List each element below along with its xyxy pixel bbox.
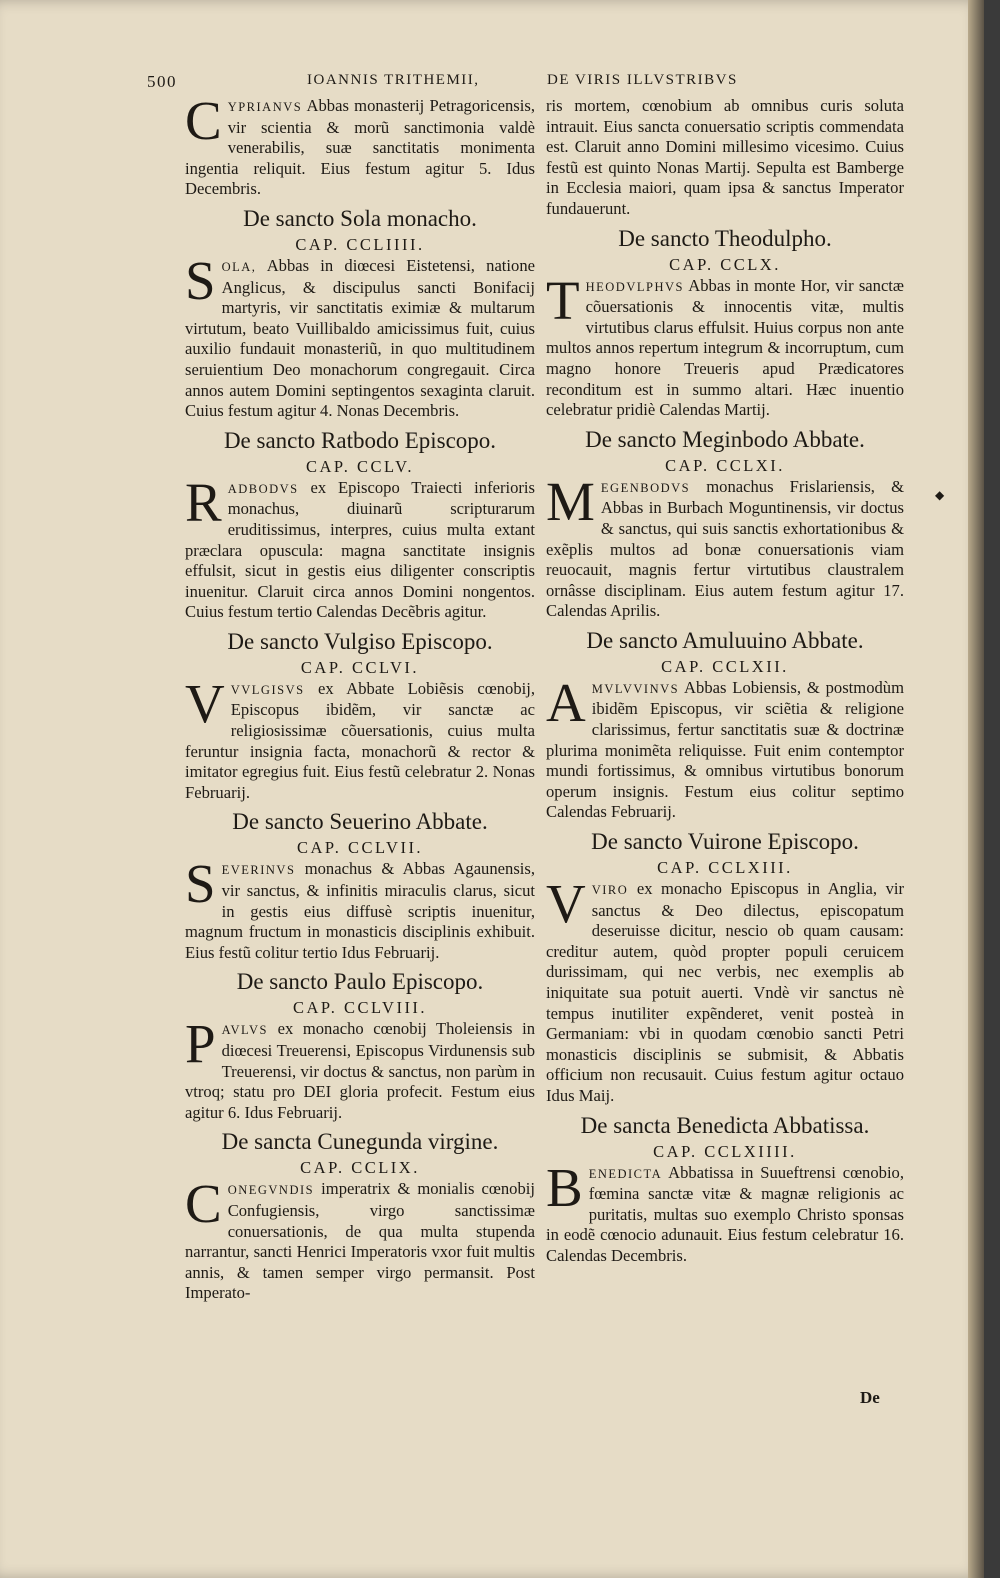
chapter-heading: De sancta Benedicta Abbatissa. (580, 1112, 870, 1138)
running-title-left: IOANNIS TRITHEMII, (307, 72, 480, 88)
chapter-heading: De sancto Sola monacho. (243, 205, 477, 231)
entry-lead: MVLVVINVS (591, 681, 680, 696)
chapter-number: CAP. CCLXII. (661, 656, 789, 676)
entry-lead: ENEDICTA (588, 1166, 663, 1181)
chapter-number: CAP. CCLVII. (296, 838, 424, 858)
drop-initial: C (185, 96, 222, 151)
entry-text: imperatrix & monialis cœnobij Confugiensis, virgo sanctissimæ conuersationis, de qua multa stupenda narrantur, sancti Henrici Imperatoris vxor fuit multis annis, & tamen semper virgo permansit. Post Imperato- (185, 1179, 535, 1303)
entry-text: ex Episcopo Traiecti inferioris monachus, diuinarũ scripturarum eruditissimus, interpres, cuius multa extant præclara opuscula: magna sanctitate insignis effulsit, sicut in gestis eius diligenter conscriptis inuenitur. Claruit circa annos Domini nongentos. Cuius festum tertio Calendas Decẽbris agitur. (185, 477, 535, 622)
entry-lead: HEODVLPHVS (585, 279, 684, 294)
entry-sola (185, 249, 535, 422)
entry-lead: AVLVS (221, 1023, 269, 1038)
entry-lead: EVERINVS (221, 863, 296, 878)
entry-theodulphus (546, 269, 904, 421)
entry-continuation: ris mortem, cœnobium ab omnibus curis soluta intrauit. Eius sancta conuersatio scriptis commendata est. Claruit anno Domini millesimo vicesimo. Cuius festũ est quinto Nonas Martij. Sepulta est Bamberge in Ecclesia maiori, quam ipsa & sanctus Imperator fundauerunt. (546, 96, 904, 218)
chapter-number: CAP. CCLVI. (300, 657, 420, 677)
drop-initial: B (546, 1156, 583, 1218)
entry-megenbodus (546, 470, 904, 622)
running-head (147, 72, 907, 96)
chapter-heading: De sancto Seuerino Abbate. (232, 809, 488, 835)
chapter-number: CAP. CCLVIII. (292, 998, 428, 1018)
entry-text: Abbas in monte Hor, vir sanctæ cõuersationis & innocentis vitæ, multis virtutibus clarus effulsit. Huius corpus non ante multos annos repertum integrum & incorruptum, cum magno honore Treueris apud Prædicatores reconditum est in summo altari. Hæc inuentio celebratur pridiè Calendas Martij. (546, 275, 904, 420)
catchword: De (860, 1388, 880, 1407)
left-column (185, 96, 535, 1426)
page-edge-shadow (968, 0, 984, 1578)
entry-lead: ADBODVS (227, 481, 299, 496)
entry-benedicta (546, 1156, 904, 1267)
entry-text: monachus Frislariensis, & Abbas in Burbach Moguntinensis, vir doctus & sanctus, qui suis sanctis exhortationibus & exẽplis multos ad bonæ conuersationis viam reuocauit, magnis fertur virtutibus claustralem ornâsse disciplinam. Eius autem festum agitur 17. Calendas Aprilis. (546, 476, 904, 621)
entry-text: Abbas in diœcesi Eistetensi, natione Anglicus, & discipulus sancti Bonifacij martyris, vir sanctitatis eximiæ & multarum virtutum, beato Vuillibaldo amicissimus fuit, cuius auxilio fundauit monasteriũ, in quo multitudinem seruientium Deo monachorum congregauit. Circa annos autem Domini septingentos sexaginta claruit. Cuius festum agitur 4. Nonas Decembris. (185, 255, 535, 421)
page-number: 500 (147, 72, 177, 91)
chapter-heading: De sancto Theodulpho. (618, 225, 832, 251)
chapter-heading: De sancto Paulo Episcopo. (236, 969, 484, 995)
drop-initial: V (185, 672, 225, 734)
chapter-number: CAP. CCLIX. (300, 1158, 420, 1178)
entry-text: Abbas monasterij Petragoricensis, vir scientia & morũ sanctimonia valdè venerabilis, suæ sanctitatis monimenta ingentia reliquit. Eius festum agitur 5. Idus Decembris. (185, 96, 535, 199)
entry-text: ex monacho cœnobij Tholeiensis in diœcesi Treuerensi, Episcopus Virdunensis sub Treuerensi, vir doctus & sanctus, non parùm in vtroq; statu pro DEI gloria profecit. Festum eius agitur 6. Idus Februarij. (185, 1019, 535, 1122)
chapter-number: CAP. CCLXI. (665, 455, 785, 475)
chapter-number: CAP. CCLIIII. (295, 234, 425, 254)
chapter-heading: De sancto Vulgiso Episcopo. (227, 628, 493, 654)
entry-lead: VIRO (591, 883, 629, 898)
drop-initial: A (546, 671, 586, 733)
chapter-number: CAP. CCLXIIII. (653, 1141, 797, 1161)
entry-cyprianus (185, 96, 535, 200)
chapter-number: CAP. CCLXIII. (657, 858, 793, 878)
chapter-heading: De sancto Amuluuino Abbate. (586, 627, 864, 653)
margin-mark: ◆ (935, 488, 945, 502)
entry-text: ex Abbate Lobiẽsis cœnobij, Episcopus ibidẽm, vir sanctæ ac religiosissimæ cõuersationis, cuius multa feruntur insignia facta, monachorũ & rector & imitator egregius fuit. Eius festũ celebratur 2. Nonas Februarij. (185, 678, 535, 802)
entry-seuerinus (185, 853, 535, 963)
chapter-number: CAP. CCLV. (305, 456, 414, 476)
entry-lead: VVLGISVS (230, 682, 305, 697)
drop-initial: P (185, 1013, 216, 1075)
drop-initial: S (185, 853, 216, 915)
chapter-heading: De sancta Cunegunda virgine. (221, 1129, 499, 1155)
entry-conegundis (185, 1173, 535, 1304)
chapter-heading: De sancto Meginbodo Abbate. (585, 426, 865, 452)
chapter-heading: De sancto Ratbodo Episcopo. (223, 427, 497, 453)
entry-lead: EGENBODVS (600, 480, 691, 495)
entry-lead: OLA, (221, 259, 257, 274)
entry-text: monachus & Abbas Agaunensis, vir sanctus, & infinitis miraculis clarus, sicut in gestis eius diffusè scriptis inuenitur, magnum fructum in monasticis disciplinis exhibuit. Eius festũ colitur tertio Idus Februarij. (185, 859, 535, 962)
entry-lead: YPRIANVS (227, 100, 303, 114)
entry-lead: ONEGVNDIS (227, 1183, 315, 1198)
entry-text: Abbatissa in Suueftrensi cœnobio, fœmina sanctæ vitæ & magnæ religionis ac puritatis, multas suo exemplo Christo sponsas in eodẽ cœnocio adunauit. Eius festum celebratur 16. Calendas Decembris. (546, 1162, 904, 1265)
drop-initial: V (546, 873, 586, 935)
entry-amuluuinus (546, 671, 904, 823)
entry-text: ex monacho Episcopus in Anglia, vir sanctus & Deo dilectus, episcopatum deseruisse dicitur, nescio ob quam causam: creditur autem, quòd propter populi ceruicem durissimam, qui nec verbis, nec exemplis ab iniquitate sua potuit auerti. Vndè vir sanctus nè tempus inutiliter expẽnderet, venit posteà in Germaniam: vbi in quodam cœnobio sancti Petri monasticis disciplinis se submisit, & Abbatis officium non recusauit. Cuius festum agitur octauo Idus Maij. (546, 879, 904, 1105)
running-title-right: DE VIRIS ILLVSTRIBVS (547, 72, 738, 88)
entry-paulus (185, 1013, 535, 1123)
drop-initial: R (185, 471, 222, 533)
right-column (546, 96, 904, 1426)
drop-initial: C (185, 1173, 222, 1235)
drop-initial: M (546, 470, 595, 532)
entry-vulgisus (185, 672, 535, 804)
entry-ratbodus (185, 471, 535, 623)
entry-uuiro (546, 873, 904, 1107)
chapter-heading: De sancto Vuirone Episcopo. (591, 829, 859, 855)
chapter-number: CAP. CCLX. (669, 254, 781, 274)
entry-text: Abbas Lobiensis, & postmodùm ibidẽm Episcopus, vir sciẽtia & religione clarissimus, fertur sanctitatis suæ & doctrinæ plurima monimẽta reliquisse. Fuit enim contemptor mundi fortissimus, & omnibus virtutibus bonorum operum insignis. Festum eius colitur septimo Calendas Februarij. (546, 677, 904, 822)
drop-initial: S (185, 249, 216, 311)
drop-initial: T (546, 269, 580, 331)
